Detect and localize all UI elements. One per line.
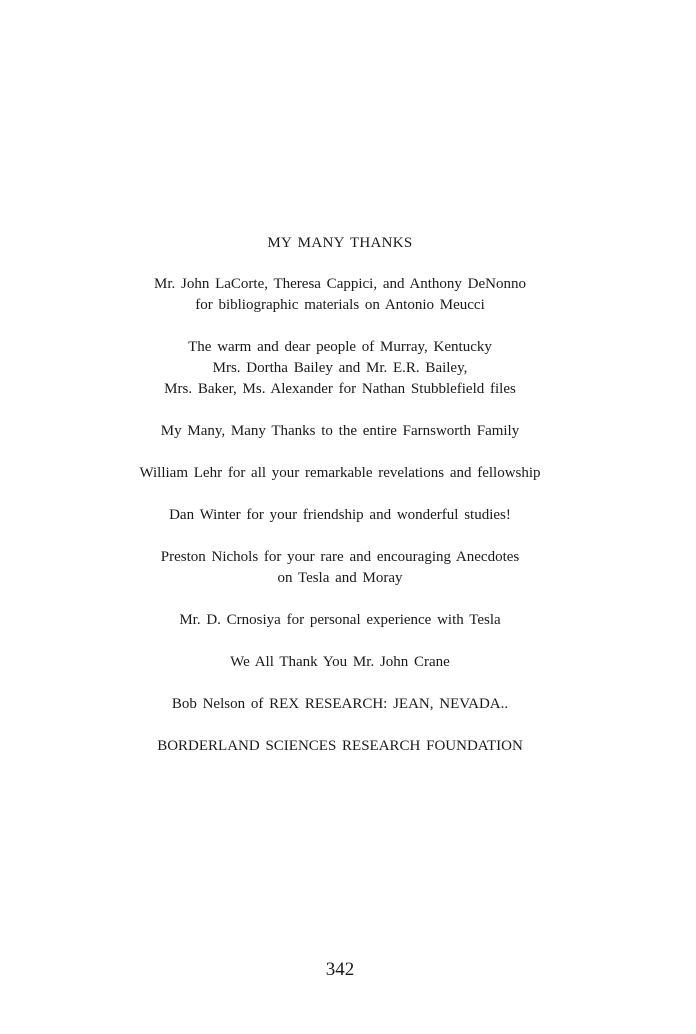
acknowledgement-paragraph <box>40 610 640 631</box>
acknowledgement-paragraph <box>40 505 640 526</box>
acknowledgement-paragraph <box>40 694 640 715</box>
page-title: MY MANY THANKS <box>267 235 413 251</box>
acknowledgement-line: Mrs. Baker, Ms. Alexander for Nathan Stubblefield files <box>164 381 516 397</box>
acknowledgements-section <box>40 233 640 778</box>
acknowledgement-line: We All Thank You Mr. John Crane <box>230 654 450 670</box>
acknowledgement-line: BORDERLAND SCIENCES RESEARCH FOUNDATION <box>157 738 523 754</box>
acknowledgement-line: My Many, Many Thanks to the entire Farnsworth Family <box>160 423 520 439</box>
acknowledgement-line: Mr. John LaCorte, Theresa Cappici, and Anthony DeNonno <box>154 276 526 292</box>
acknowledgement-paragraph <box>40 736 640 757</box>
acknowledgement-line: Mrs. Dortha Bailey and Mr. E.R. Bailey, <box>212 360 468 376</box>
acknowledgement-line: Mr. D. Crnosiya for personal experience with Tesla <box>179 612 501 628</box>
acknowledgement-paragraph <box>40 421 640 442</box>
acknowledgement-paragraph <box>40 547 640 589</box>
acknowledgement-line: Dan Winter for your friendship and wonderful studies! <box>169 507 511 523</box>
acknowledgement-line: Bob Nelson of REX RESEARCH: JEAN, NEVADA.. <box>171 696 509 712</box>
acknowledgement-paragraph <box>40 463 640 484</box>
page-number: 342 <box>325 959 355 980</box>
acknowledgement-line: William Lehr for all your remarkable revelations and fellowship <box>139 465 541 481</box>
acknowledgement-line: The warm and dear people of Murray, Kentucky <box>188 339 492 355</box>
acknowledgement-line: Preston Nichols for your rare and encouraging Anecdotes <box>160 549 520 565</box>
acknowledgement-line: on Tesla and Moray <box>277 570 403 586</box>
acknowledgement-paragraph <box>40 337 640 400</box>
acknowledgement-paragraph <box>40 274 640 316</box>
acknowledgement-line: for bibliographic materials on Antonio Meucci <box>195 297 485 313</box>
acknowledgement-paragraph <box>40 652 640 673</box>
